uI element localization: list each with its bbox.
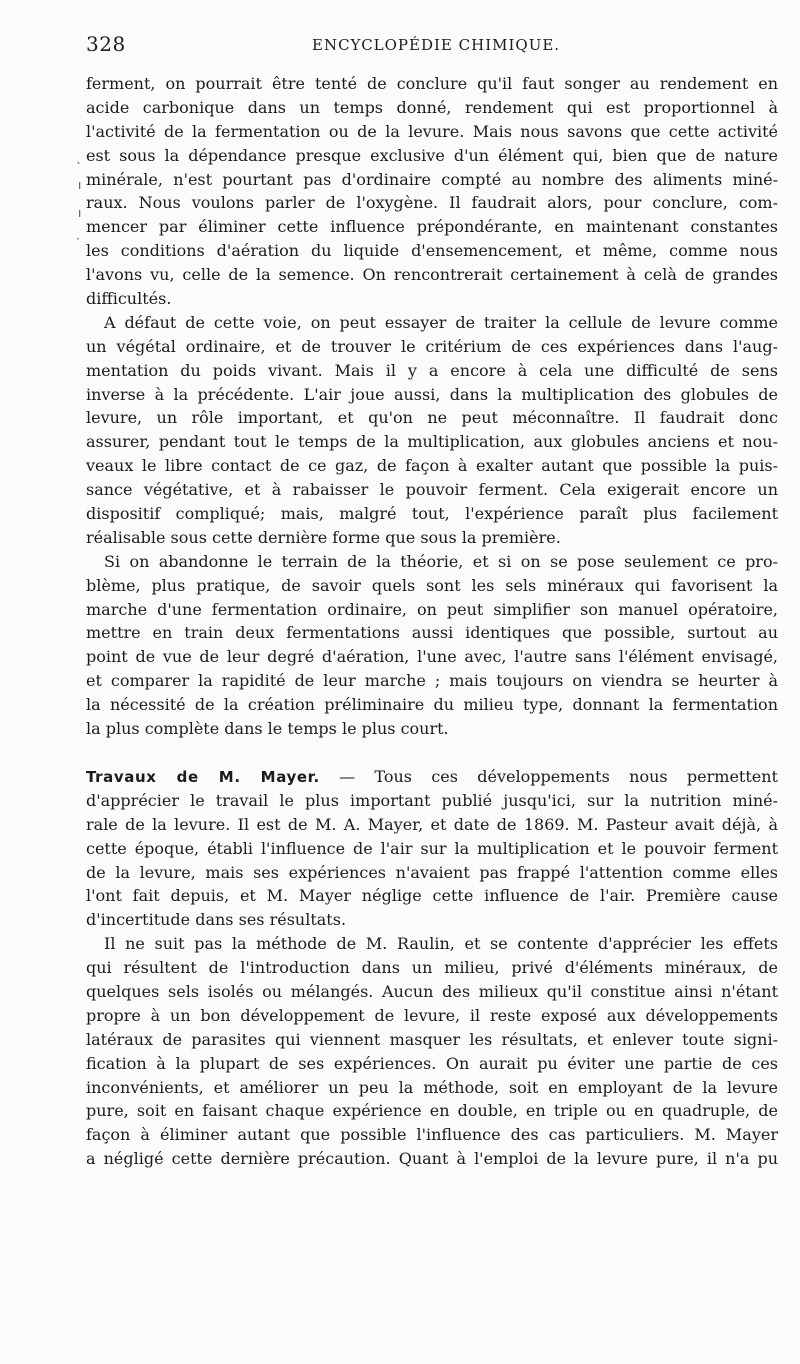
text-line: pure, soit en faisant chaque expérience en double, en triple ou en quadruple, de: [86, 1101, 778, 1121]
text-line: mettre en train deux fermentations aussi identiques que possible, surtout au: [86, 623, 778, 643]
text-line: levure, un rôle important, et qu'on ne peut méconnaître. Il faudrait donc: [86, 408, 778, 428]
text-line: ferment, on pourrait être tenté de conclure qu'il faut songer au rendement en: [86, 74, 778, 93]
text-line: la plus complète dans le temps le plus court.: [86, 719, 449, 739]
page-number: 328: [86, 32, 126, 56]
text-line: inconvénients, et améliorer un peu la méthode, soit en employant de la levure: [86, 1077, 778, 1097]
text-line: rale de la levure. Il est de M. A. Mayer, et date de 1869. M. Pasteur avait déjà, à: [86, 814, 778, 834]
text-line: un végétal ordinaire, et de trouver le critérium de ces expériences dans l'aug-: [86, 336, 778, 356]
text-line: mentation du poids vivant. Mais il y a encore à cela une difficulté de sens: [86, 360, 778, 380]
section-first-line: [86, 765, 778, 789]
text-line: l'avons vu, celle de la semence. On rencontrerait certainement à celà de grandes: [86, 265, 778, 285]
text-line: minérale, n'est pourtant pas d'ordinaire compté au nombre des aliments miné-: [86, 169, 778, 189]
text-line: mencer par éliminer cette influence prépondérante, en maintenant constantes: [86, 217, 778, 237]
running-title: ENCYCLOPÉDIE CHIMIQUE.: [312, 36, 561, 54]
body-text: [86, 72, 778, 1171]
margin-tick-mark: ·: [76, 232, 80, 246]
text-line: point de vue de leur degré d'aération, l'une avec, l'autre sans l'élément envisagé,: [86, 647, 778, 667]
text-line: les conditions d'aération du liquide d'ensemencement, et même, comme nous: [86, 241, 778, 261]
text-line: et comparer la rapidité de leur marche ; mais toujours on viendra se heurter à: [86, 671, 778, 691]
paragraph: [86, 72, 778, 311]
margin-tick-mark: ˎ: [76, 150, 82, 164]
text-line: latéraux de parasites qui viennent masquer les résultats, et enlever toute signi-: [86, 1029, 778, 1049]
text-line: cette époque, établi l'influence de l'air sur la multiplication et le pouvoir ferment: [86, 838, 778, 858]
text-line: A défaut de cette voie, on peut essayer de traiter la cellule de levure comme: [104, 312, 778, 332]
text-line: Il ne suit pas la méthode de M. Raulin, et se contente d'apprécier les effets: [104, 934, 778, 954]
text-line: façon à éliminer autant que possible l'influence des cas particuliers. M. Mayer: [86, 1125, 778, 1145]
text-line: d'apprécier le travail le plus important publié jusqu'ici, sur la nutrition miné-: [86, 790, 778, 810]
margin-tick-mark: ı: [78, 178, 82, 192]
text-line: sance végétative, et à rabaisser le pouvoir ferment. Cela exigerait encore un: [86, 480, 778, 500]
section-spacer: [86, 741, 778, 765]
section-mayer: [86, 765, 778, 932]
text-line: quelques sels isolés ou mélangés. Aucun des milieux qu'il constitue ainsi n'étant: [86, 981, 778, 1001]
running-head: [86, 32, 776, 56]
text-line: réalisable sous cette dernière forme que sous la première.: [86, 527, 561, 547]
text-line: l'activité de la fermentation ou de la levure. Mais nous savons que cette activité: [86, 121, 778, 141]
text-line: marche d'une fermentation ordinaire, on peut simplifier son manuel opératoire,: [86, 599, 778, 619]
text-line: dispositif compliqué; mais, malgré tout, l'expérience paraît plus facilement: [86, 504, 778, 524]
text-line: propre à un bon développement de levure, il reste exposé aux développements: [86, 1005, 778, 1025]
text-line: de la levure, mais ses expériences n'avaient pas frappé l'attention comme elles: [86, 862, 778, 882]
text-line: fication à la plupart de ses expériences. On aurait pu éviter une partie de ces: [86, 1053, 778, 1073]
text-line: difficultés.: [86, 289, 172, 309]
text-line: blème, plus pratique, de savoir quels sont les sels minéraux qui favorisent la: [86, 575, 778, 595]
text-line: inverse à la précédente. L'air joue aussi, dans la multiplication des globules de: [86, 384, 778, 404]
text-line: veaux le libre contact de ce gaz, de façon à exalter autant que possible la puis-: [86, 456, 778, 476]
text-line: Si on abandonne le terrain de la théorie, et si on se pose seulement ce pro-: [104, 551, 778, 571]
section-heading: Travaux de M. Mayer.: [86, 767, 320, 786]
paragraph: [86, 932, 778, 1171]
text-line: l'ont fait depuis, et M. Mayer néglige cette influence de l'air. Première cause: [86, 886, 778, 906]
text-line: assurer, pendant tout le temps de la multiplication, aux globules anciens et nou-: [86, 432, 778, 452]
text-line: acide carbonique dans un temps donné, rendement qui est proportionnel à: [86, 97, 778, 117]
text-line: qui résultent de l'introduction dans un milieu, privé d'éléments minéraux, de: [86, 958, 778, 978]
paragraph: [86, 311, 778, 550]
text-line: raux. Nous voulons parler de l'oxygène. Il faudrait alors, pour conclure, com-: [86, 193, 778, 213]
section-heading-continuation: — Tous ces développements nous permettent: [339, 766, 778, 786]
text-line: la nécessité de la création préliminaire du milieu type, donnant la fermentation: [86, 695, 778, 715]
paragraph: [86, 550, 778, 741]
text-line: est sous la dépendance presque exclusive d'un élément qui, bien que de nature: [86, 145, 778, 165]
margin-tick-mark: ı: [78, 206, 82, 220]
text-line: a négligé cette dernière précaution. Quant à l'emploi de la levure pure, il n'a pu: [86, 1149, 778, 1169]
text-line: d'incertitude dans ses résultats.: [86, 910, 347, 930]
